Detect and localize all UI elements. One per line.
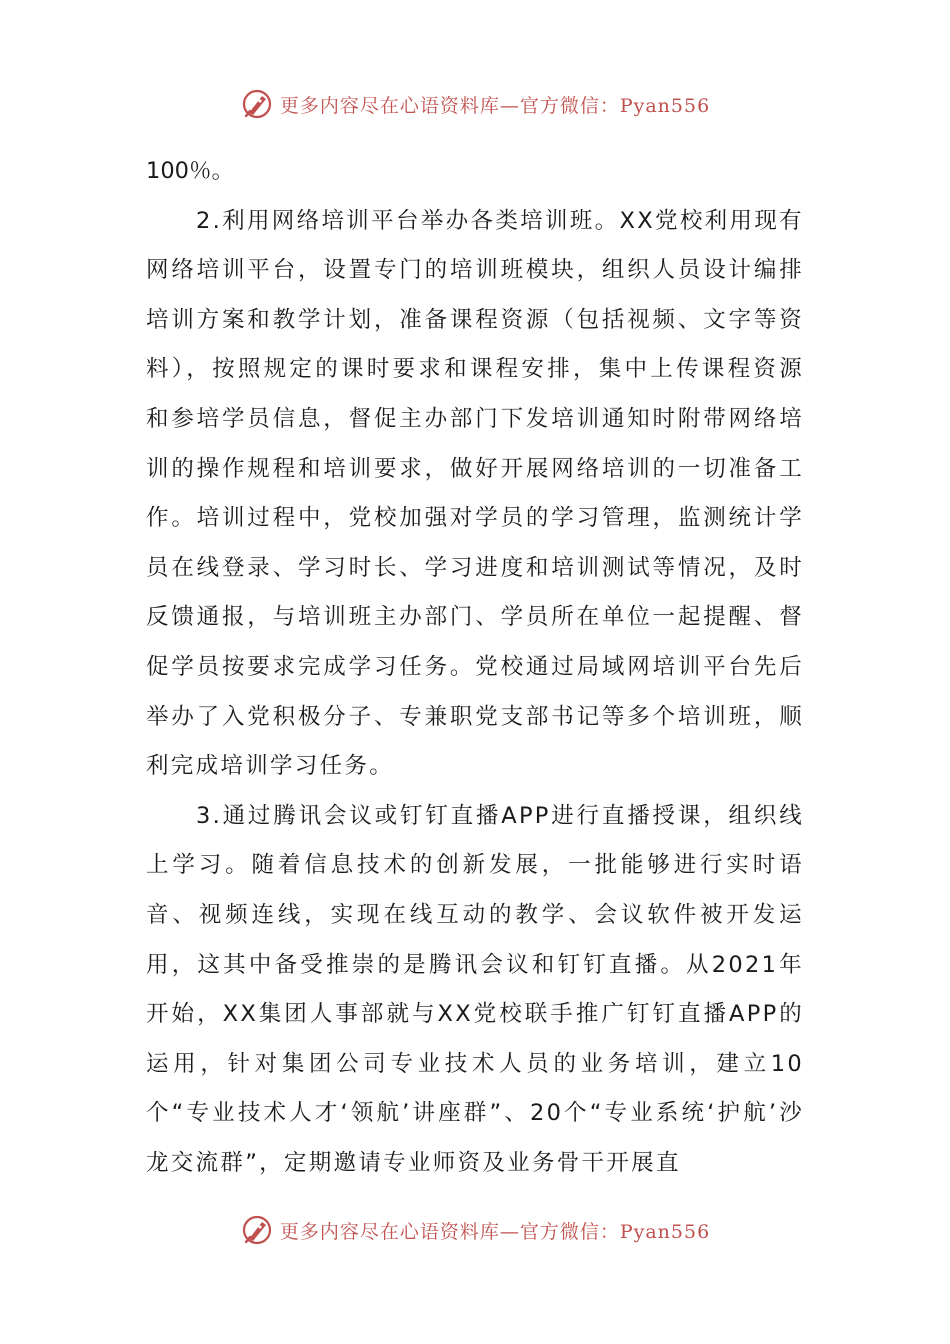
pen-nib-logo-icon (240, 87, 274, 121)
footer-banner-contact: 官方微信：Pyan556 (519, 1220, 711, 1243)
paragraph-continuation: 100％。 (146, 158, 234, 184)
paragraph-item-3: 3.通过腾讯会议或钉钉直播APP进行直播授课，组织线上学习。随着信息技术的创新发展，一批能够进行实时语音、视频连线，实现在线互动的教学、会议软件被开发运用，这其中备受推崇的是腾讯会议和钉钉直播。从2021年开始，XX集团人事部就与XX党校联手推广钉钉直播APP的运用，针对集团公司专业技术人员的业务培训，建立10个“专业技术人才‘领航’讲座群”、20个“专业系统‘护航’沙龙交流群”，定期邀请专业师资及业务骨干开展直 (146, 802, 804, 1176)
header-banner-title: 更多内容尽在心语资料库 (279, 94, 500, 117)
footer-banner-text (280, 1217, 710, 1244)
header-banner-contact: 官方微信：Pyan556 (519, 94, 711, 117)
footer-banner-title: 更多内容尽在心语资料库 (279, 1220, 500, 1243)
paragraph-item-2: 2.利用网络培训平台举办各类培训班。XX党校利用现有网络培训平台，设置专门的培训班模块，组织人员设计编排培训方案和教学计划，准备课程资源（包括视频、文字等资料），按照规定的课时要求和课程安排，集中上传课程资源和参培学员信息，督促主办部门下发培训通知时附带网络培训的操作规程和培训要求，做好开展网络培训的一切准备工作。培训过程中，党校加强对学员的学习管理，监测统计学员在线登录、学习时长、学习进度和培训测试等情况，及时反馈通报，与培训班主办部门、学员所在单位一起提醒、督促学员按要求完成学习任务。党校通过局域网培训平台先后举办了入党积极分子、专兼职党支部书记等多个培训班，顺利完成培训学习任务。 (146, 207, 804, 780)
footer-banner (0, 1210, 950, 1250)
document-body (146, 147, 804, 1188)
header-banner-text (280, 91, 710, 118)
pen-nib-logo-icon (240, 1213, 274, 1247)
header-banner (0, 84, 950, 124)
footer-banner-separator: — (499, 1220, 520, 1243)
header-banner-separator: — (499, 94, 520, 117)
